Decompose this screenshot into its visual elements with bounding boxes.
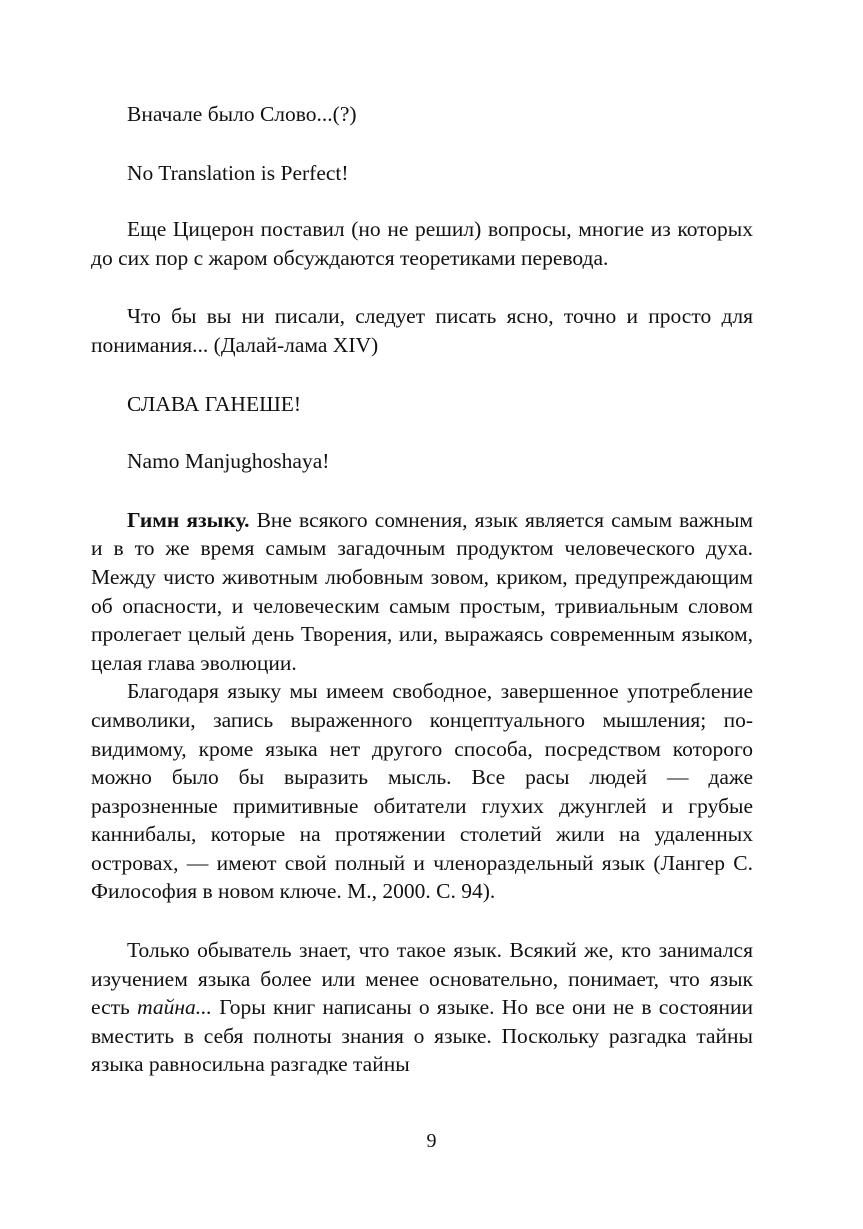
epigraph-4: Что бы вы ни писали, следует писать ясно, точно и просто для понимания... (Далай-лама XIV) xyxy=(91,304,753,357)
epigraph-2: No Translation is Perfect! xyxy=(127,160,349,185)
page-number: 9 xyxy=(426,1130,437,1152)
paragraph-1 xyxy=(91,506,753,678)
paragraph-3-end: Горы книг написаны о языке. Но все они не в состоянии вместить в себя полноты знания о языке. Поскольку разгадка тайны языка равносильна разгадке тайны xyxy=(91,995,753,1077)
epigraph-6: Namo Manjughoshaya! xyxy=(127,449,330,474)
paragraph-1-text: Вне всякого сомнения, язык является самым важным и в то же время самым загадочным продуктом человеческого духа. Между чисто животным любовным зовом, криком, предупреждающим об опасности, и человеческим самым простым, тривиальным словом пролегает целый день Творения, или, выражаясь современным языком, целая глава эволюции. xyxy=(91,507,753,675)
epigraph-1: Вначале было Слово...(?) xyxy=(127,102,357,126)
paragraph-2: Благодаря языку мы имеем свободное, завершенное употребление символики, запись выраженного концептуального мышления; по-видимому, кроме языка нет другого способа, посредством которого можно было бы выразить мысль. Все расы людей — даже разрозненные примитивные обитатели глухих джунглей и грубые каннибалы, которые на протяжении столетий жили на удаленных островах, — имеют свой полный и членораздельный язык (Лангер С. Философия в новом ключе. М., 2000. С. 94). xyxy=(91,679,753,904)
paragraph-3-italic: тайна... xyxy=(137,995,212,1020)
section-heading: Гимн языку. xyxy=(127,507,250,532)
epigraph-3: Еще Цицерон поставил (но не решил) вопросы, многие из которых до сих пор с жаром обсуждаются теоретиками перевода. xyxy=(91,217,753,270)
paragraph-3-start: Только обыватель знает, что такое язык. Всякий же, кто занимался изучением языка более или менее основательно, понимает, что язык есть xyxy=(91,938,753,1020)
page-body xyxy=(91,100,753,1079)
epigraph-5: СЛАВА ГАНЕШЕ! xyxy=(127,391,302,416)
paragraph-3 xyxy=(91,936,753,1079)
